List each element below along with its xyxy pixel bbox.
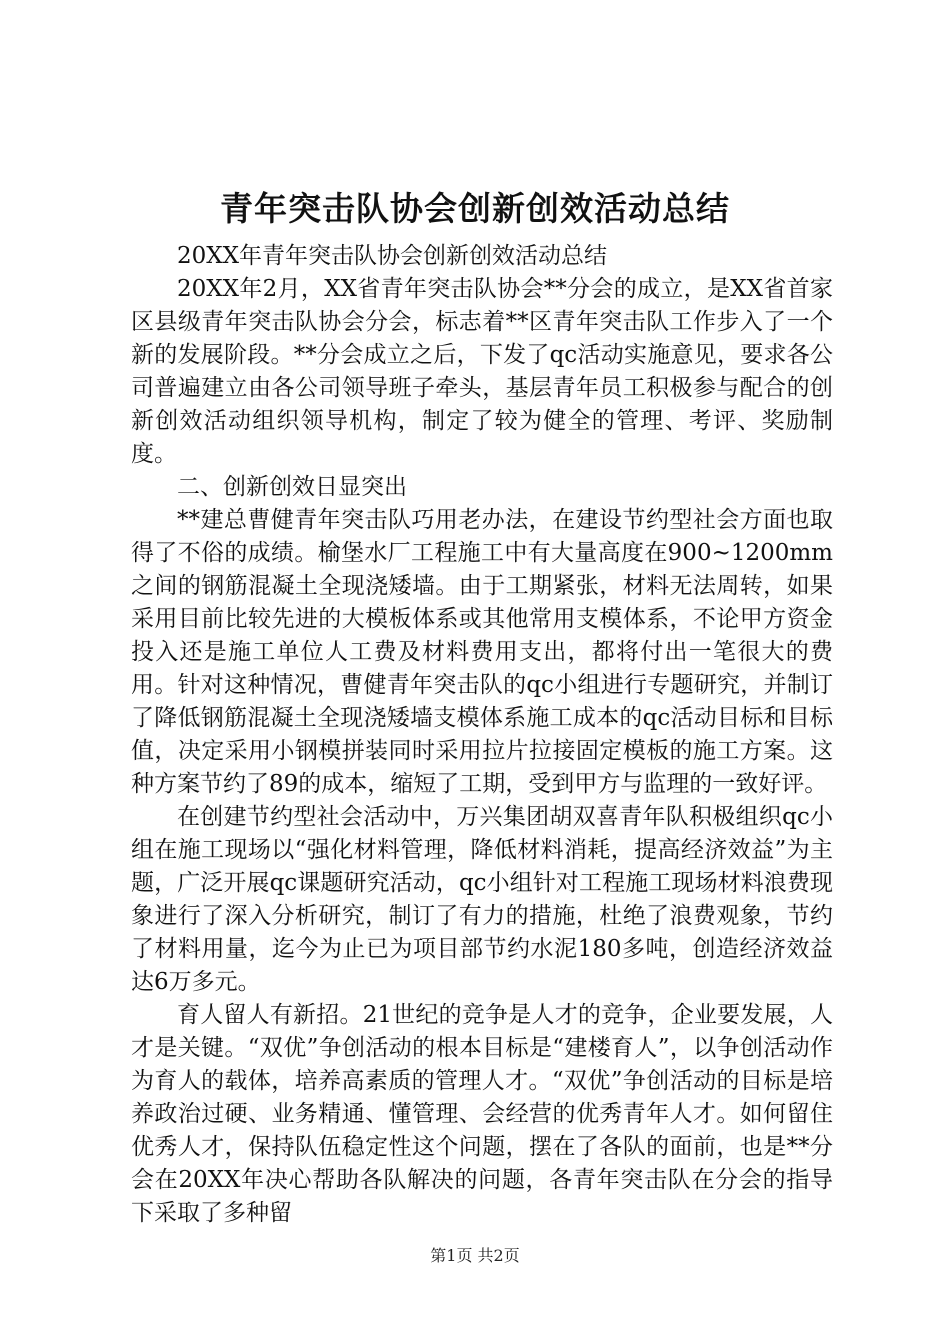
section-heading: 二、创新创效日显突出 — [177, 474, 407, 500]
document-body — [131, 240, 833, 1230]
paragraph-caojian-team: **建总曹健青年突击队巧用老办法，在建设节约型社会方面也取得了不俗的成绩。榆堡水厂工程施工中有大量高度在900~1200mm之间的钢筋混凝土全现浇矮墙。由于工期紧张，材料无法周转，如果采用目前比较先进的大模板体系或其他常用支模体系，不论甲方资金投入还是施工单位人工费及材料费用支出，都将付出一笔很大的费用。针对这种情况，曹健青年突击队的qc小组进行专题研究，并制订了降低钢筋混凝土全现浇矮墙支模体系施工成本的qc活动目标和目标值，决定采用小钢模拼装同时采用拉片拉接固定模板的施工方案。这种方案节约了89的成本，缩短了工期，受到甲方与监理的一致好评。 — [131, 507, 833, 797]
paragraph-wanxing-group: 在创建节约型社会活动中，万兴集团胡双喜青年队积极组织qc小组在施工现场以“强化材料管理，降低材料消耗，提高经济效益”为主题，广泛开展qc课题研究活动，qc小组针对工程施工现场材料浪费现象进行了深入分析研究，制订了有力的措施，杜绝了浪费观象，节约了材料用量，迄今为止已为项目部节约水泥180多吨，创造经济效益达6万多元。 — [131, 804, 833, 995]
page-number-footer: 第1页 共2页 — [430, 1246, 520, 1265]
paragraph-subtitle: 20XX年青年突击队协会创新创效活动总结 — [177, 243, 608, 269]
document-title: 青年突击队协会创新创效活动总结 — [220, 189, 730, 228]
paragraph-talent: 育人留人有新招。21世纪的竞争是人才的竞争，企业要发展，人才是关键。“双优”争创活动的根本目标是“建楼育人”，以争创活动作为育人的载体，培养高素质的管理人才。“双优”争创活动的目标是培养政治过硬、业务精通、懂管理、会经营的优秀青年人才。如何留住优秀人才，保持队伍稳定性这个问题，摆在了各队的面前，也是**分会在20XX年决心帮助各队解决的问题，各青年突击队在分会的指导下采取了多种留 — [131, 1002, 833, 1226]
paragraph-intro: 20XX年2月，XX省青年突击队协会**分会的成立，是XX省首家区县级青年突击队协会分会，标志着**区青年突击队工作步入了一个新的发展阶段。**分会成立之后，下发了qc活动实施意见，要求各公司普遍建立由各公司领导班子牵头，基层青年员工积极参与配合的创新创效活动组织领导机构，制定了较为健全的管理、考评、奖励制度。 — [131, 276, 833, 467]
